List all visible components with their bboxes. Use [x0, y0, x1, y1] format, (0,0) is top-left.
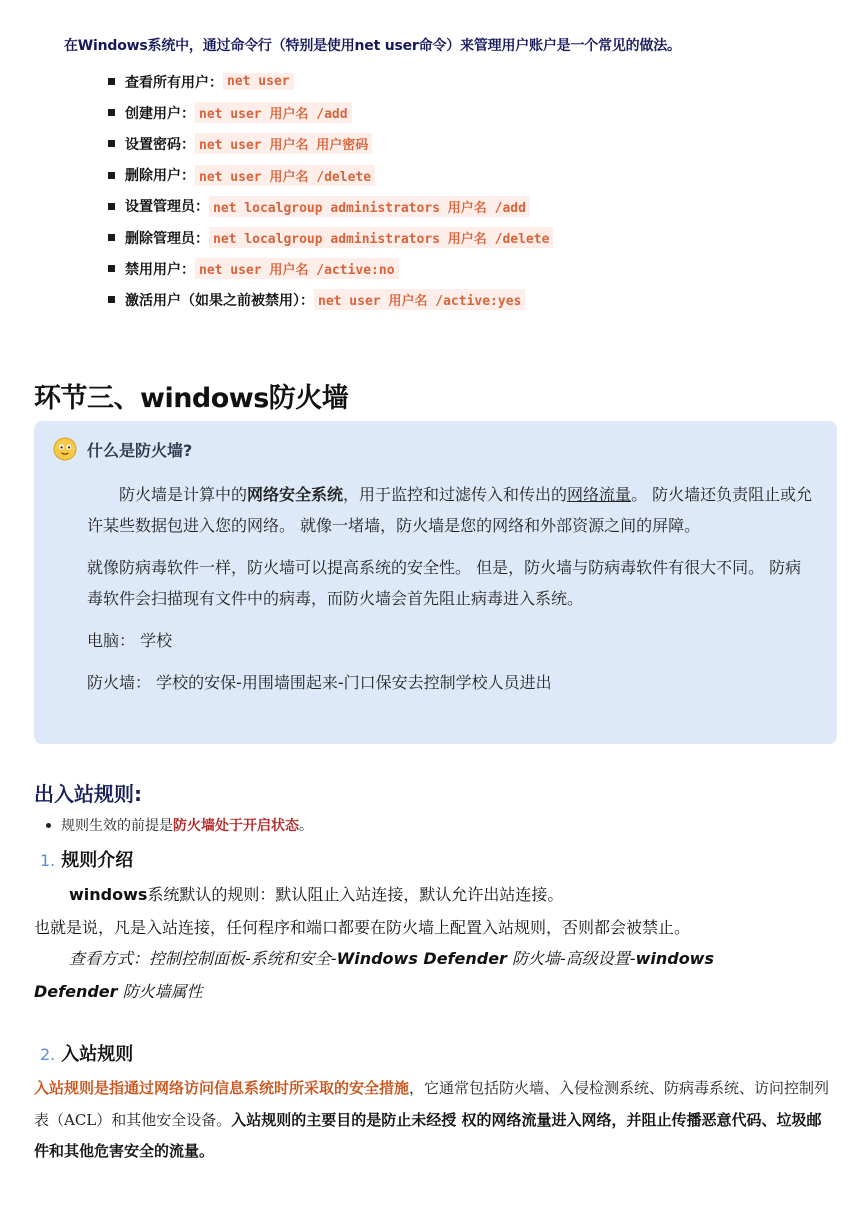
square-bullet-icon	[108, 172, 115, 179]
callout-paragraph: 就像防病毒软件一样，防火墙可以提高系统的安全性。 但是，防火墙与防病毒软件有很大不同。 防病毒软件会扫描现有文件中的病毒，而防火墙会首先阻止病毒进入系统。	[87, 558, 802, 608]
square-bullet-icon	[108, 265, 115, 272]
subheading-title: 规则介绍	[61, 850, 134, 871]
text-span: 防火墙是计算中的	[119, 485, 248, 504]
view-method-line	[69, 946, 714, 969]
command-label: 设置管理员：	[125, 199, 209, 216]
bold-text: 入站规则的主要目的是防止未经授 权的网络流量进入网络，并阻止传播恶意代码、垃圾邮件和其他危害安全的流量。	[34, 1110, 822, 1160]
rule-intro-line: 也就是说，凡是入站连接，任何程序和端口都要在防火墙上配置入站规则，否则都会被禁止。	[34, 918, 691, 937]
list-item	[108, 284, 553, 315]
bold-term: 网络安全系统	[247, 485, 344, 504]
callout-paragraph: 电脑： 学校	[87, 631, 173, 650]
list-item	[108, 160, 553, 191]
square-bullet-icon	[108, 78, 115, 85]
inbound-rules-paragraph	[34, 1073, 834, 1168]
command-label: 查看所有用户：	[125, 74, 223, 91]
command-code: net user 用户名 /active:yes	[314, 289, 525, 310]
command-label: 删除管理员：	[125, 230, 209, 247]
command-code: net localgroup administrators 用户名 /delete	[209, 227, 553, 248]
network-traffic-link[interactable]: 网络流量	[567, 485, 632, 504]
text-span: 规则生效的前提是	[61, 818, 173, 834]
list-item	[108, 253, 553, 284]
square-bullet-icon	[108, 203, 115, 210]
list-item	[108, 66, 553, 97]
command-label: 删除用户：	[125, 168, 195, 185]
command-code: net localgroup administrators 用户名 /add	[209, 196, 530, 217]
list-item	[108, 128, 553, 159]
subheading-rule-intro	[40, 846, 133, 872]
subheading-inbound-rules	[40, 1040, 133, 1066]
callout-title: 什么是防火墙?	[87, 440, 193, 460]
highlight-text: 防火墙处于开启状态	[173, 818, 299, 834]
text-span: 系统默认的规则：默认阻止入站连接，默认允许出站连接。	[147, 885, 564, 904]
command-code: net user 用户名 用户密码	[195, 133, 372, 154]
view-method-line	[34, 979, 203, 1002]
dot-bullet-icon	[46, 823, 51, 828]
text-span: 。	[299, 818, 313, 834]
text-span: ，它通常包括防火墙、入侵检测系统、防病毒系统、访问控制列表（ACL）和其他安全设备。	[34, 1079, 830, 1129]
text-span: 防火墙-高级设置-	[506, 949, 636, 968]
rule-intro-line	[69, 882, 563, 905]
list-item	[108, 191, 553, 222]
callout-box	[34, 421, 837, 744]
subheading-number: 1.	[40, 851, 56, 870]
square-bullet-icon	[108, 140, 115, 147]
callout-paragraph: 防火墙： 学校的安保-用围墙围起来-门口保安去控制学校人员进出	[87, 673, 552, 692]
command-label: 设置密码：	[125, 136, 195, 153]
command-code: net user 用户名 /delete	[195, 165, 375, 186]
bold-term: Windows Defender	[336, 949, 507, 968]
section-title: 环节三、windows防火墙	[34, 383, 349, 414]
inout-rules-heading: 出入站规则:	[34, 782, 142, 806]
command-label: 激活用户（如果之前被禁用）：	[125, 292, 314, 309]
callout-body	[87, 479, 813, 709]
square-bullet-icon	[108, 234, 115, 241]
text-span: ，用于监控和过滤传入和传出的	[343, 485, 568, 504]
text-span: 防火墙属性	[117, 982, 203, 1001]
bold-term: windows	[635, 949, 714, 968]
bold-term: windows	[69, 885, 148, 904]
command-code: net user 用户名 /active:no	[195, 258, 399, 279]
smiley-icon	[53, 437, 77, 461]
command-list	[108, 66, 553, 316]
rule-note-list	[46, 815, 313, 835]
list-item	[108, 222, 553, 253]
command-code: net user	[223, 73, 294, 90]
callout-paragraph	[87, 479, 813, 541]
text-span: 。 防火墙还负责阻止或允许某些数据包进入您的网络。 就像一堵墙，防火墙是您的网络和外部资源之间的屏障。	[87, 485, 813, 535]
highlight-text: 入站规则是指通过网络访问信息系统时所采取的安全措施	[34, 1079, 410, 1097]
text-span: 查看方式：控制控制面板-系统和安全-	[69, 949, 337, 968]
subheading-number: 2.	[40, 1045, 56, 1064]
square-bullet-icon	[108, 109, 115, 116]
command-label: 创建用户：	[125, 105, 195, 122]
callout-header	[53, 437, 192, 461]
subheading-title: 入站规则	[61, 1044, 134, 1065]
list-item	[46, 815, 313, 835]
command-label: 禁用用户：	[125, 261, 195, 278]
command-code: net user 用户名 /add	[195, 102, 352, 123]
intro-text: 在Windows系统中，通过命令行（特别是使用net user命令）来管理用户账户是一个常见的做法。	[64, 38, 681, 54]
bold-term: Defender	[34, 982, 118, 1001]
square-bullet-icon	[108, 296, 115, 303]
list-item	[108, 97, 553, 128]
